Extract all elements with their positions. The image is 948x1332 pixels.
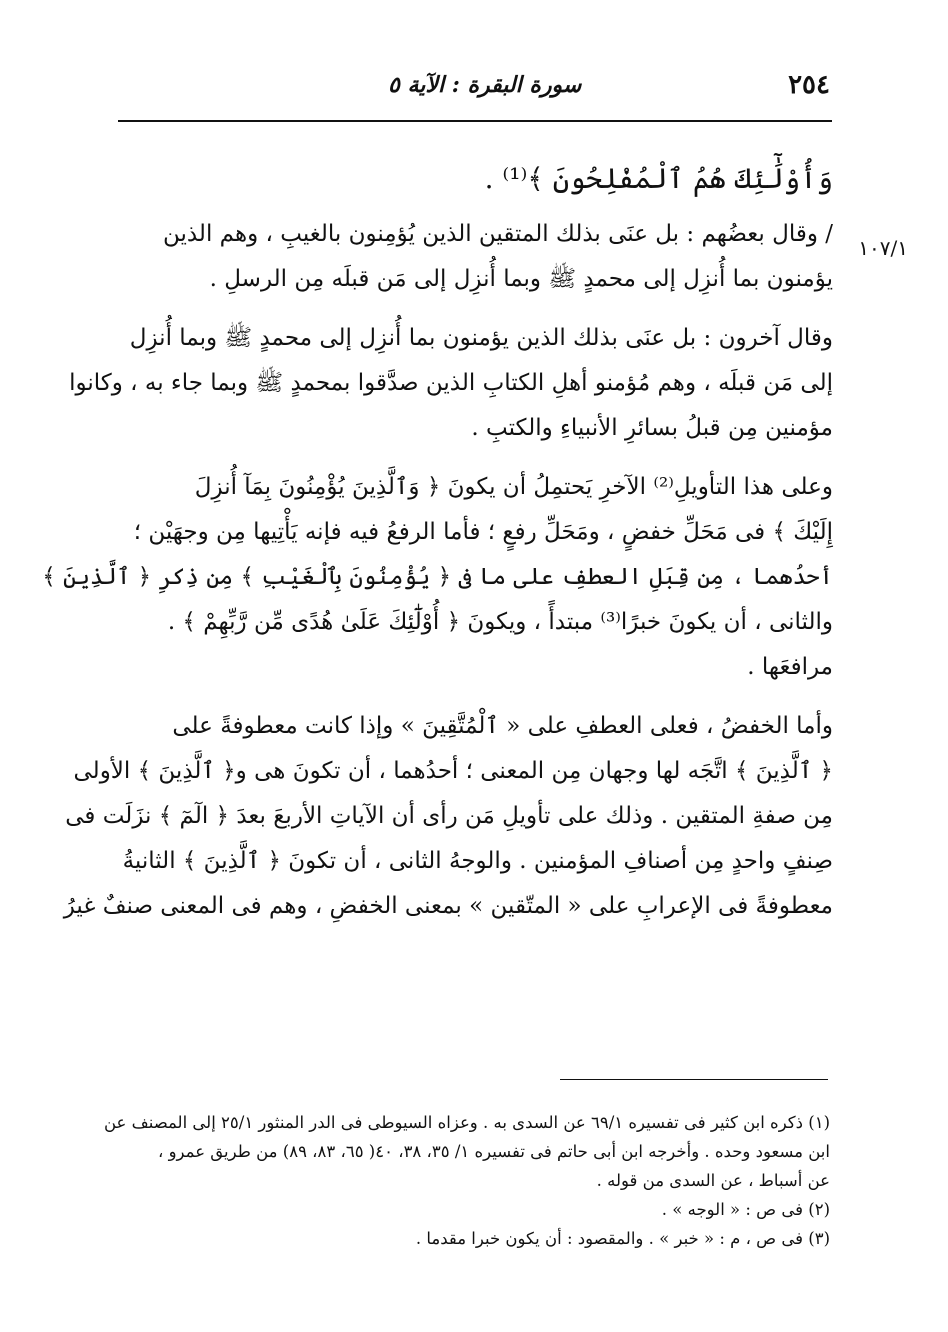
footnote-line: ابن مسعود وحده . وأخرجه ابن أبى حاتم فى تفسيره ١/ ٣٥، ٣٨، ٤٠( ٦٥، ٨٣، ٨٩) من طريق عمرو ، [158,1142,830,1161]
page-header [118,66,830,110]
footnote-line: (٢) فى ص : « الوجه » . [661,1200,830,1219]
page-number: ٢٥٤ [788,70,830,100]
header-divider [118,120,832,122]
text-line: يؤمنون بما أُنزِل إلى محمدٍ ﷺ وبما أُنزِل إلى مَن قبلَه مِن الرسلِ . [209,266,833,292]
text-line: وقال آخرون : بل عنَى بذلك الذين يؤمنون بما أُنزِل إلى محمدٍ ﷺ وبما أُنزِل [129,325,833,351]
margin-volume-reference: ١٠٧/١ [858,236,908,260]
footnote-line: (١) ذكره ابن كثير فى تفسيره ٦٩/١ عن السدى به . وعزاه السيوطى فى الدر المنثور ٢٥/١ إلى المصنف عن [104,1113,830,1132]
footnote-line: عن أسباط ، عن السدى من قوله . [596,1171,830,1190]
text-line: مؤمنين مِن قبلُ بسائرِ الأنبياءِ والكتبِ . [471,415,833,441]
text-line: إِلَيْكَ ﴾ فى مَحَلِّ خفضٍ ، ومَحَلِّ رفعٍ ؛ فأما الرفعُ فيه فإنه يَأْتِيها مِن وجهَيْن ؛ [133,519,833,545]
text-line: معطوفةً فى الإعرابِ على « المتّقين » بمعنى الخفضِ ، وهم فى المعنى صنفٌ غيرُ [63,893,833,919]
footnote-line: (٣) فى ص ، م : « خبر » . والمقصود : أن يكون خبرا مقدما . [415,1229,830,1248]
text-line: ﴿ ٱلَّذِينَ ﴾ اتَّجَه لها وجهان مِن المعنى ؛ أحدُهما ، أن تكونَ هى و﴿ ٱلَّذِينَ ﴾ الأولى [73,758,833,784]
main-text [42,150,833,929]
text-line: مرافعَها . [747,654,833,680]
footnote-divider [560,1079,828,1080]
text-line: والثانى ، أن يكونَ خبرًا⁽³⁾ مبتدأً ، ويكونَ ﴿ أُوْلَٰٓئِكَ عَلَىٰ هُدًى مِّن رَّبِّهِمْ ﴾ . [167,609,833,635]
quran-verse-line: وَأُوْلَٰٓئِكَ هُمُ ٱلْمُفْلِحُونَ ﴾⁽¹⁾ . [484,162,833,195]
text-line: إلى مَن قبلَه ، وهم مُؤمنو أهلِ الكتابِ الذين صدَّقوا بمحمدٍ ﷺ وبما جاء به ، وكانوا [69,370,833,396]
text-line: مِن صفةِ المتقين . وذلك على تأويلِ مَن رأى أن الآياتِ الأربعَ بعدَ ﴿ الٓمٓ ﴾ نزَلَت فى [65,803,833,829]
running-title: سورة البقرة : الآية ٥ [388,72,582,98]
text-line: / وقال بعضُهم : بل عنَى بذلك المتقين الذين يُؤمِنون بالغيبِ ، وهم الذين [162,221,833,247]
text-line: أحدُهما ، مِن قِبَلِ العطفِ على ما فى ﴿ يُؤْمِنُونَ بِٱلْغَيْبِ ﴾ مِن ذِكرِ ﴿ ٱلَّذِينَ ﴾ [42,564,833,590]
footnotes [104,1108,830,1253]
text-line: وأما الخفضُ ، فعلى العطفِ على « ٱلْمُتَّقِينَ » وإذا كانت معطوفةً على [172,713,833,739]
text-line: وعلى هذا التأويلِ⁽²⁾ الآخرِ يَحتمِلُ أن يكونَ ﴿ وَٱلَّذِينَ يُؤْمِنُونَ بِمَآ أُنزِلَ [194,474,833,500]
text-line: صِنفٍ واحدٍ مِن أصنافِ المؤمنين . والوجهُ الثانى ، أن تكونَ ﴿ ٱلَّذِينَ ﴾ الثانيةُ [122,848,833,874]
